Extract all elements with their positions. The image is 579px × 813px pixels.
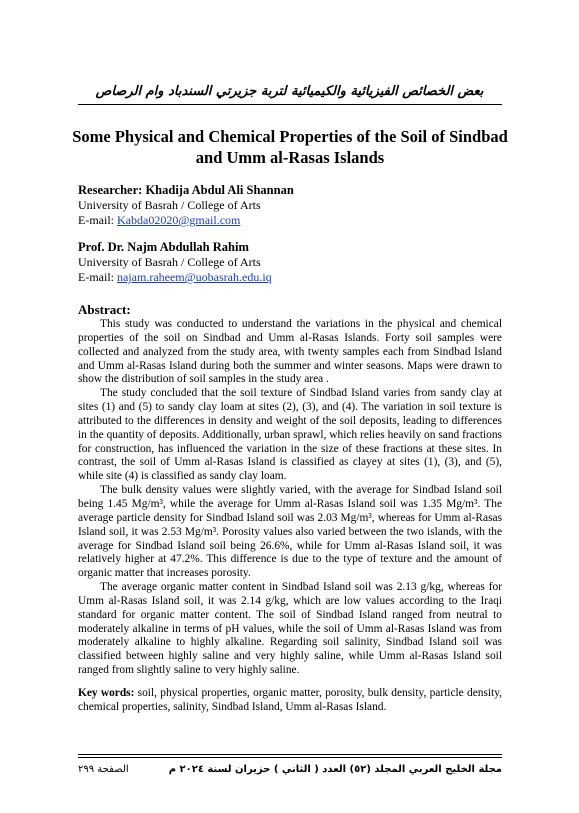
abstract-paragraph: The average organic matter content in Sindbad Island soil was 2.13 g/kg, whereas for Umm al-Rasas Island soil, it was 2.14 g/kg, which are low values according to the Iraqi standard for organic matter content. The soil of Sindbad Island ranged from neutral to moderately alkaline in terms of pH values, while the soil of Umm al-Rasas Island was from moderately alkaline to highly alkaline. Regarding soil salinity, Sindbad Island soil was classified between highly saline and very highly saline, while Umm al-Rasas Island soil ranged from slightly saline to very highly saline. bbox=[78, 581, 502, 677]
author-affiliation: University of Basrah / College of Arts bbox=[78, 255, 261, 269]
journal-citation: مجلة الخليج العربي المجلد (٥٢) العدد ( الثاني ) حزيران لسنة ٢٠٢٤ م bbox=[168, 764, 502, 775]
page-number: الصفحة ٢٩٩ bbox=[78, 764, 129, 775]
running-header: بعض الخصائص الفيزيائية والكيميائية لتربة جزيرتي السندباد وام الرصاص bbox=[95, 84, 484, 99]
footer-divider bbox=[78, 754, 502, 755]
abstract-paragraph: This study was conducted to understand the variations in the physical and chemical properties of the soil on Sindbad and Umm al-Rasas Islands. Forty soil samples were collected and analyzed from the study area, with twenty samples each from Sindbad Island and Umm al-Rasas Island during both the summer and winter seasons. Maps were drawn to show the distribution of soil samples in the study area . bbox=[78, 318, 502, 386]
abstract-paragraph: The study concluded that the soil texture of Sindbad Island varies from sandy clay at sites (1) and (5) to sandy clay loam at sites (2), (3), and (4). The variation in soil texture is attributed to the differences in density and weight of the soil deposits, leading to differences in the quantity of deposits. Additionally, urban sprawl, which relies heavily on sand fractions for construction, has influenced the variation in the size of these fractions at these sites. In contrast, the soil of Umm al-Rasas Island is classified as clayey at sites (1), (3), and (5), while site (4) is classified as sandy clay loam. bbox=[78, 387, 502, 483]
email-label: E-mail: bbox=[78, 270, 117, 284]
keywords-text: soil, physical properties, organic matter, porosity, bulk density, particle density, chemical properties, salinity, Sindbad Island, Umm al-Rasas Island. bbox=[78, 687, 503, 713]
author-email-link[interactable]: najam.raheem@uobasrah.edu.iq bbox=[117, 270, 272, 284]
author-email-link[interactable]: Kabda02020@gmail.com bbox=[117, 213, 241, 227]
header-divider bbox=[78, 104, 502, 105]
author-name: Researcher: Khadija Abdul Ali Shannan bbox=[78, 183, 294, 197]
abstract-section bbox=[78, 302, 502, 678]
paper-title: Some Physical and Chemical Properties of the Soil of Sindbad and Umm al-Rasas Islands bbox=[72, 127, 508, 167]
footer-divider-thin bbox=[78, 757, 502, 758]
page-footer bbox=[78, 764, 502, 775]
email-label: E-mail: bbox=[78, 213, 117, 227]
author-affiliation: University of Basrah / College of Arts bbox=[78, 198, 261, 212]
abstract-paragraph: The bulk density values were slightly varied, with the average for Sindbad Island soil being 1.45 Mg/m³, while the average for Umm al-Rasas Island soil was 1.35 Mg/m³. The average particle density for Sindbad Island soil was 2.03 Mg/m³, whereas for Umm al-Rasas Island soil, it was 2.53 Mg/m³. Porosity values also varied between the two islands, with the average for Sindbad Island soil being 26.6%, while for Umm al-Rasas Island soil, it was relatively higher at 47.2%. This difference is due to the type of texture and the amount of organic matter that increases porosity. bbox=[78, 484, 502, 580]
author-email-line bbox=[78, 270, 502, 285]
abstract-heading: Abstract: bbox=[78, 302, 131, 317]
author-name: Prof. Dr. Najm Abdullah Rahim bbox=[78, 240, 249, 254]
author-block-2 bbox=[78, 240, 502, 285]
author-block-1 bbox=[78, 183, 502, 228]
keywords bbox=[78, 687, 502, 715]
author-email-line bbox=[78, 213, 502, 228]
keywords-label: Key words: bbox=[78, 687, 135, 699]
